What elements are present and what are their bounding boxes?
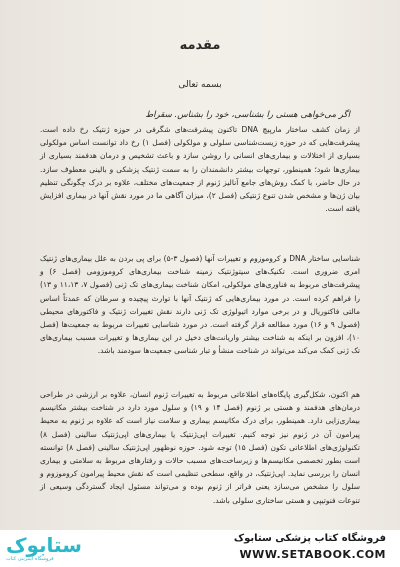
logo-text: ستابوک [6,533,82,557]
store-name: فروشگاه کتاب پزشکی ستابوک [233,533,386,544]
store-logo [6,533,86,564]
page-subtitle: بسمه تعالی [178,80,222,90]
logo-tagline: فروشگاه اینترنتی کتاب [6,556,54,562]
page-title: مقدمه [179,38,221,53]
paragraph-2: شناسایی ساختار DNA و کروموزوم و تغییرات آنها (فصول ۳-۵) برای پی بردن به علل بیماری‌های ژنتیک امری ضروری است. تکنیک‌های سیتوژنتیک زمینه شناخت بیماری‌های کروموزومی (فصل ۶) و پیشرفت‌های مربوط به فناوری‌های مولکولی، امکان شناخت بیماری‌های تک ژنی (فصول ۷، ۱۱،۱۳ و ۱۳) را فراهم کرده است. در مورد بیماری‌هایی که ژنتیک آنها با توارث پیچیده و سرطان که عمدتاً اساس مالتی فاکتوریال و در برخی موارد اتیولوژی تک ژنی دارند نقش تغییرات ژنتیک و فاکتورهای محیطی (فصول ۹ و ۱۶) مورد مطالعه قرار گرفته است. در مورد شناسایی تغییرات مربوط به جمعیت‌ها (فصل ۱۰)، افزون بر اینکه به شناخت بیشتر واریانت‌های دخیل در این بیماری‌ها و تغییرات مسبب بیماری‌های تک ژنی کمک می‌کند می‌تواند در شناخت منشأ و تبار شناسی جمعیت‌ها سودمند باشد. [40,254,361,356]
paragraph-1: از زمان کشف ساختار مارپیچ DNA تاکنون پیشرفت‌های شگرفی در حوزه ژنتیک رخ داده است. پیشرفت‌هایی که در حوزه زیست‌شناسی سلولی و مولکولی (فصل ۱) رخ داد توانست اساس مولکولی بسیاری از اختلالات و بیماری‌های انسانی را روشن سازد و باعث تشخیص و درمان هدفمند بسیاری از بیماری‌ها شود؛ همینطور، توجهات بیشتر دانشمندان را به سمت ژنتیک پزشکی و بالینی معطوف سازد. در حال حاضر، با کمک روش‌های جامع آنالیز ژنوم از جمعیت‌های مختلف، علاوه بر درک چگونگی تنظیم بیان ژن‌ها و مشخص شدن تنوع ژنتیکی (فصل ۲)، میزان آگاهی ما در مورد نقش آنها در بیماری افزایش یافته است. [40,125,360,214]
paragraph-3: هم اکنون، شکل‌گیری پایگاه‌های اطلاعاتی مربوط به تغییرات ژنوم انسان، علاوه بر ارزشی در طراحی درمان‌های هدفمند و هستی بر ژنوم (فصل ۱۴ و ۱۹) و سلول مورد دارد در شناخت بیشتر مکانیسم بیماری‌زایی دارد. همینطور، برای درک مکانیسم بیماری و سلامت نیاز است که علاوه بر ژنوم به محیط پیرامون آن در ژنوم نیز توجه کنیم. تغییرات اپی‌ژنتیک یا بیماری‌های اپی‌ژنتیک سالینی (فصل ۸) تکنولوژی‌های اطلاعاتی تکون (فصل ۱۵) توجه شود. حوزه نوظهور اپی‌ژنتیک سالینی (فصل ۸) توانسته است بطور تخصصی مکانیسم‌ها و زیرساخت‌های مسبب حالات و رفتارهای مربوط به سلامتی و بیماری انسان را بررسی نماید. اپی‌ژنتیک، در واقع، سطحی تنظیمی است که نقش محیط پیرامون کروموزوم و سلول را مشخص می‌سازد یعنی فراتر از ژنوم بوده و می‌تواند مسئول ایجاد گستردگی وسیعی از تنوعات فنوتیپی و هستی ساختاری سلولی باشد. [40,390,361,505]
store-website[interactable]: WWW.SETABOOK.COM [239,548,386,561]
watermark-banner [0,530,400,567]
epigraph-quote: اگر می‌خواهی هستی را بشناسی، خود را بشناس. سقراط [145,110,350,120]
